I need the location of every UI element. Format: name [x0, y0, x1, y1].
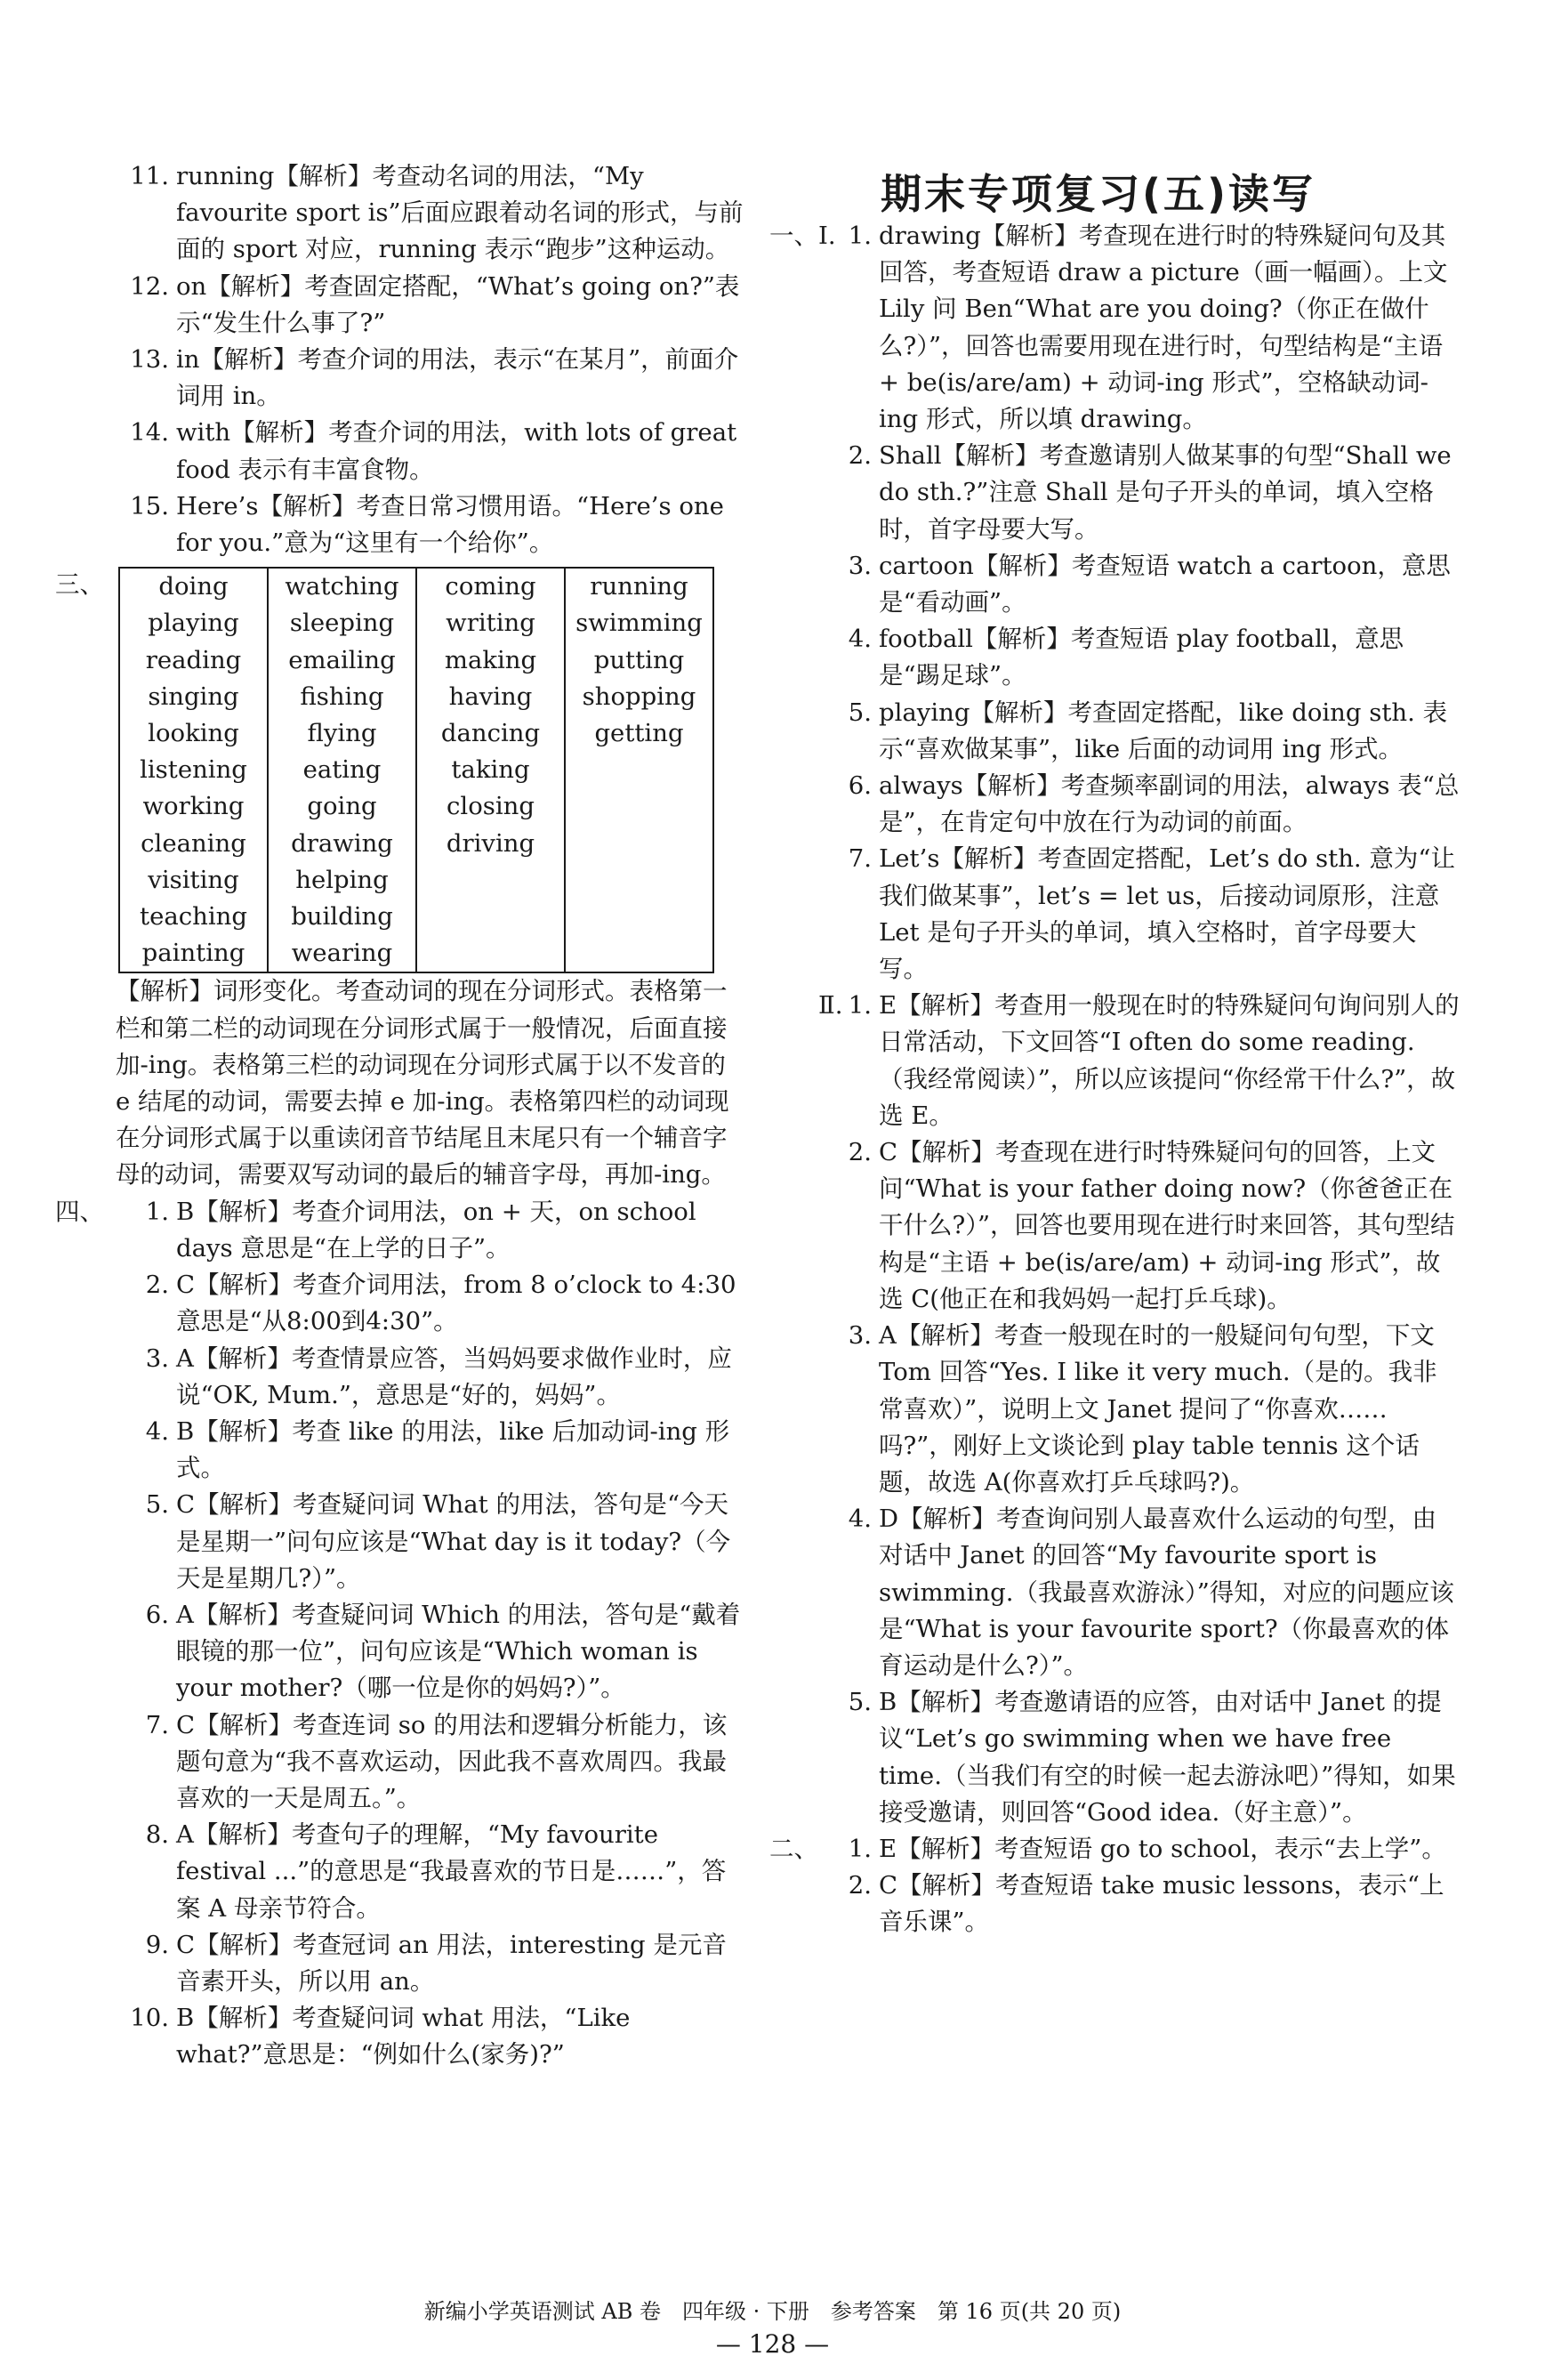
verb-form: doing: [158, 572, 229, 601]
item-number: 12.: [130, 271, 169, 301]
answer-item: [818, 988, 1461, 1134]
item-number: 4.: [848, 625, 872, 654]
verb-form: making: [444, 645, 537, 674]
verb-form: eating: [302, 755, 382, 785]
item-text: A【解析】考查情景应答，当妈妈要求做作业时，应说“OK, Mum.”，意思是“好的，妈妈”。: [176, 1343, 732, 1409]
verb-form: painting: [141, 939, 245, 968]
answer-item: [818, 438, 1461, 548]
verb-form: watching: [285, 572, 399, 601]
verb-column-3: [416, 568, 565, 972]
verb-form: sleeping: [289, 609, 395, 638]
footer-info: 新编小学英语测试 AB 卷 四年级 · 下册 参考答案 第 16 页(共 20 页): [423, 2299, 1122, 2324]
verb-form: running: [590, 572, 688, 601]
item-number: 14.: [130, 418, 169, 448]
item-text: A【解析】考查疑问词 Which 的用法，答句是“戴着眼镜的那一位”，问句应该是“Which woman is your mother?（哪一位是你的妈妈?）”。: [176, 1600, 741, 1703]
verb-form: cleaning: [141, 828, 246, 858]
sub-2-label: Ⅱ.: [818, 991, 843, 1021]
item-text: B【解析】考查 like 的用法，like 后加动词-ing 形式。: [176, 1416, 730, 1483]
right-column: [769, 218, 1461, 1941]
verb-ing-table: [118, 567, 714, 973]
item-number: 4.: [848, 1505, 872, 1534]
verb-form: singing: [148, 682, 239, 711]
verb-form: coming: [445, 572, 536, 601]
item-text: Here’s【解析】考查日常习惯用语。“Here’s one for you.”意为“这里有一个给你”。: [176, 491, 724, 558]
section-3-label: 三、: [55, 570, 104, 600]
item-text: B【解析】考查疑问词 what 用法，“Like what?”意思是：“例如什么(家务)?”: [176, 2004, 631, 2069]
answer-item: [116, 1487, 747, 1597]
item-number: 3.: [145, 1343, 169, 1373]
item-text: D【解析】考查询问别人最喜欢什么运动的句型，由对话中 Janet 的回答“My favourite sport is swimming.（我最喜欢游泳）”得知，对应的问题应该是“What is your favourite sport?（你最喜欢的体育运动是什么?）”。: [879, 1505, 1454, 1680]
verb-form: working: [142, 792, 245, 821]
verb-form: getting: [594, 719, 684, 748]
part-1-label: 一、: [769, 222, 818, 250]
verb-form: drawing: [291, 828, 393, 858]
answer-item: [116, 1927, 747, 2000]
item-number: 3.: [848, 551, 872, 580]
item-number: 5.: [848, 698, 872, 727]
item-number: 7.: [848, 844, 872, 874]
item-number: 1.: [848, 1834, 872, 1863]
answer-item: [818, 621, 1461, 694]
answer-item: [818, 1868, 1461, 1940]
item-number: 6.: [145, 1600, 169, 1629]
left-column: [55, 158, 747, 2074]
verb-form: emailing: [288, 645, 396, 674]
verb-form: closing: [447, 792, 535, 821]
item-text: football【解析】考查短语 play football，意思是“踢足球”。: [879, 625, 1404, 690]
item-number: 10.: [130, 2004, 169, 2033]
verb-form: swimming: [575, 609, 703, 638]
item-text: C【解析】考查冠词 an 用法，interesting 是元音音素开头，所以用 an。: [176, 1930, 727, 1996]
answer-item: [818, 768, 1461, 841]
answers-11-15: [116, 158, 747, 561]
answer-item: [116, 415, 747, 488]
answer-item: [818, 695, 1461, 768]
answer-item: [116, 269, 747, 342]
verb-form: teaching: [140, 902, 247, 932]
section-4: [55, 1194, 747, 2074]
item-text: on【解析】考查固定搭配，“What’s going on?”表示“发生什么事了?”: [176, 271, 740, 337]
answer-item: [116, 158, 747, 269]
item-text: B【解析】考查邀请语的应答，由对话中 Janet 的提议“Let’s go swimming when we have free time.（当我们有空的时候一起去游泳吧）”得知，如果接受邀请，则回答“Good idea.（好主意）”。: [879, 1688, 1456, 1827]
verb-form: listening: [140, 755, 247, 785]
verb-form: having: [448, 682, 533, 711]
answer-item: [116, 488, 747, 561]
answer-item: [818, 548, 1461, 621]
item-text: Shall【解析】考查邀请别人做某事的句型“Shall we do sth.?”注意 Shall 是句子开头的单词，填入空格时，首字母要大写。: [879, 441, 1452, 544]
item-number: 1.: [848, 222, 872, 250]
item-number: 2.: [145, 1271, 169, 1300]
part-2-label: 二、: [769, 1834, 818, 1863]
item-number: 9.: [145, 1930, 169, 1959]
answer-item: [116, 1194, 747, 1267]
verb-form: reading: [145, 645, 242, 674]
item-text: A【解析】考查句子的理解，“My favourite festival ...”的意思是“我最喜欢的节日是……”，答案 A 母亲节符合。: [176, 1820, 727, 1923]
verb-form: shopping: [582, 682, 696, 711]
answer-item: [818, 841, 1461, 988]
item-number: 6.: [848, 771, 872, 801]
verb-form: taking: [451, 755, 530, 785]
verb-form: going: [307, 792, 377, 821]
answer-item: [818, 1134, 1461, 1318]
verb-form: driving: [446, 828, 535, 858]
answer-item: [116, 1817, 747, 1927]
answer-item: [116, 1267, 747, 1340]
item-text: B【解析】考查介词用法，on + 天，on school days 意思是“在上学的日子”。: [176, 1197, 696, 1263]
item-number: 2.: [848, 441, 872, 471]
item-text: always【解析】考查频率副词的用法，always 表“总是”，在肯定句中放在行为动词的前面。: [879, 771, 1460, 837]
item-number: 2.: [848, 1871, 872, 1900]
section-4-label: 四、: [55, 1197, 104, 1226]
verb-form: looking: [148, 719, 239, 748]
answer-item: [116, 1414, 747, 1487]
item-number: 4.: [145, 1416, 169, 1446]
section-3: [55, 567, 747, 1193]
answer-item: [818, 1684, 1461, 1831]
verb-column-4: [565, 568, 713, 972]
verb-form: writing: [446, 609, 535, 638]
item-text: running【解析】考查动名词的用法，“My favourite sport is”后面应跟着动名词的形式，与前面的 sport 对应，running 表示“跑步”这种运动。: [176, 162, 744, 264]
item-text: A【解析】考查一般现在时的一般疑问句句型，下文 Tom 回答“Yes. I like it very much.（是的。我非常喜欢）”，说明上文 Janet 提问了“你喜欢……吗?”，刚好上文谈论到 play table tennis 这个话题，故选 A(你喜欢打乒乓球吗?)。: [879, 1321, 1437, 1497]
verb-form: wearing: [291, 939, 393, 968]
verb-column-1: [119, 568, 268, 972]
answer-item: [818, 1318, 1461, 1501]
item-number: 1.: [145, 1197, 169, 1226]
item-number: 11.: [130, 162, 169, 190]
item-text: C【解析】考查连词 so 的用法和逻辑分析能力，该题句意为“我不喜欢运动，因此我不喜欢周四。我最喜欢的一天是周五。”。: [176, 1710, 728, 1812]
answer-item: [818, 1831, 1461, 1868]
verb-form: flying: [307, 719, 377, 748]
item-text: in【解析】考查介词的用法，表示“在某月”，前面介词用 in。: [176, 345, 739, 411]
item-number: 15.: [130, 491, 169, 520]
verb-form: dancing: [440, 719, 541, 748]
answer-item: [116, 1597, 747, 1707]
item-text: cartoon【解析】考查短语 watch a cartoon，意思是“看动画”。: [879, 551, 1451, 617]
item-number: 13.: [130, 345, 169, 375]
item-number: 7.: [145, 1710, 169, 1739]
item-text: C【解析】考查疑问词 What 的用法，答句是“今天是星期一”问句应该是“What day is it today?（今天是星期几?）”。: [176, 1490, 731, 1593]
answer-item: [116, 1707, 747, 1818]
answer-item: [818, 1501, 1461, 1684]
verb-form: visiting: [148, 865, 239, 894]
item-number: 2.: [848, 1138, 872, 1167]
verb-form: putting: [593, 645, 685, 674]
item-number: 1.: [848, 991, 872, 1021]
answer-item: [116, 1341, 747, 1414]
item-text: C【解析】考查现在进行时特殊疑问句的回答，上文问“What is your father doing now?（你爸爸正在干什么?）”，回答也要用现在进行时来回答，其句型结构是“主语 + be(is/are/am) + 动词-ing 形式”，故选 C(他正在和我妈妈一起打乒乓球)。: [879, 1138, 1455, 1313]
page-number: — 128 —: [715, 2329, 830, 2359]
verb-form: playing: [148, 609, 239, 638]
item-number: 8.: [145, 1820, 169, 1850]
section-3-explanation: 【解析】词形变化。考查动词的现在分词形式。表格第一栏和第二栏的动词现在分词形式属于一般情况，后面直接加-ing。表格第三栏的动词现在分词形式属于以不发音的 e 结尾的动词，需要去掉 e 加-ing。表格第四栏的动词现在分词形式属于以重读闭音节结尾且末尾只有一个辅音字母的动词，需要双写动词的最后的辅音字母，再加-ing。: [116, 977, 729, 1190]
item-text: Let’s【解析】考查固定搭配，Let’s do sth. 意为“让我们做某事”，let’s = let us，后接动词原形，注意 Let 是句子开头的单词，填入空格时，首字母要大写。: [879, 844, 1455, 984]
item-text: C【解析】考查介词用法，from 8 o’clock to 4:30 意思是“从8:00到4:30”。: [176, 1271, 736, 1336]
item-text: drawing【解析】考查现在进行时的特殊疑问句及其回答，考查短语 draw a picture（画一幅画）。上文 Lily 问 Ben“What are you doing?（你正在做什么?）”，回答也需要用现在进行时，句型结构是“主语 + be(is/are/am) + 动词-ing 形式”，空格缺动词-ing 形式，所以填 drawing。: [879, 222, 1448, 434]
answer-item: [116, 2000, 747, 2073]
verb-form: fishing: [300, 682, 384, 711]
item-text: with【解析】考查介词的用法，with lots of great food 表示有丰富食物。: [176, 418, 737, 484]
answer-item: [116, 342, 747, 415]
verb-form: building: [291, 902, 393, 932]
answer-item: [818, 218, 1461, 438]
item-number: 3.: [848, 1321, 872, 1351]
item-text: playing【解析】考查固定搭配，like doing sth. 表示“喜欢做某事”，like 后面的动词用 ing 形式。: [879, 698, 1448, 763]
page-title: 期末专项复习(五)读写: [881, 170, 1316, 218]
verb-form: helping: [295, 865, 389, 894]
sub-1-label: Ⅰ.: [818, 222, 836, 250]
item-text: C【解析】考查短语 take music lessons，表示“上音乐课”。: [879, 1871, 1444, 1937]
item-number: 5.: [145, 1490, 169, 1520]
item-text: E【解析】考查短语 go to school，表示“去上学”。: [879, 1834, 1446, 1863]
verb-column-2: [268, 568, 416, 972]
item-number: 5.: [848, 1688, 872, 1717]
item-text: E【解析】考查用一般现在时的特殊疑问句询问别人的日常活动，下文回答“I often do some reading.（我经常阅读）”，所以应该提问“你经常干什么?”，故选 E。: [879, 991, 1460, 1130]
